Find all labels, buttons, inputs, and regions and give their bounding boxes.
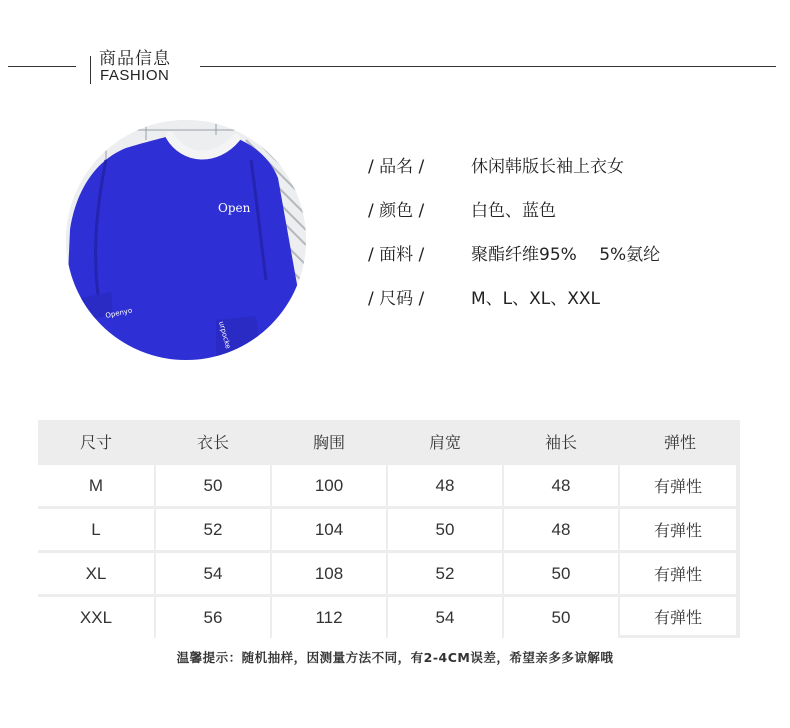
header-rule-right	[200, 66, 776, 67]
info-value: M、L、XL、XXL	[471, 289, 601, 309]
table-cell: M	[38, 465, 154, 506]
info-label: / 颜色 /	[368, 201, 425, 221]
table-cell: 有弹性	[620, 553, 736, 594]
table-header-cell: 衣长	[196, 432, 229, 452]
table-cell: 50	[504, 553, 618, 594]
header-divider-bar	[90, 56, 91, 84]
table-cell: XL	[38, 553, 154, 594]
table-header-cell: 弹性	[663, 432, 696, 452]
table-cell: 112	[272, 597, 386, 638]
table-header-cell: 胸围	[312, 432, 345, 452]
info-label: / 尺码 /	[368, 289, 425, 309]
product-photo	[66, 120, 306, 360]
chest-print: Open	[218, 201, 251, 215]
table-cell: 有弹性	[620, 597, 736, 635]
info-value: 休闲韩版长袖上衣女	[471, 157, 624, 177]
measurement-note: 温馨提示：随机抽样，因测量方法不同，有2-4CM误差，希望亲多多谅解哦	[176, 650, 614, 665]
info-value: 白色、蓝色	[471, 201, 556, 221]
table-cell: 50	[388, 509, 502, 550]
sleeve-print-left: Openyo	[104, 306, 133, 320]
table-cell: L	[38, 509, 154, 550]
section-title: 商品信息	[99, 49, 171, 69]
table-cell: 50	[156, 465, 270, 506]
info-label: / 品名 /	[368, 157, 425, 177]
table-cell: XXL	[38, 597, 154, 638]
table-cell: 104	[272, 509, 386, 550]
table-cell: 100	[272, 465, 386, 506]
table-cell: 52	[156, 509, 270, 550]
table-cell: 有弹性	[620, 465, 736, 506]
table-header-cell: 尺寸	[79, 432, 112, 452]
table-cell: 52	[388, 553, 502, 594]
table-header-cell: 肩宽	[428, 432, 461, 452]
table-cell: 54	[388, 597, 502, 638]
section-subtitle: FASHION	[100, 67, 170, 84]
sleeve-print-right: urpocke	[217, 320, 233, 350]
table-cell: 50	[504, 597, 618, 638]
header-rule-left	[8, 66, 76, 67]
table-cell: 有弹性	[620, 509, 736, 550]
table-cell: 48	[388, 465, 502, 506]
info-value: 聚酯纤维95% 5%氨纶	[471, 245, 661, 265]
table-cell: 48	[504, 509, 618, 550]
table-cell: 48	[504, 465, 618, 506]
table-cell: 54	[156, 553, 270, 594]
size-table	[38, 420, 740, 638]
info-label: / 面料 /	[368, 245, 425, 265]
table-cell: 108	[272, 553, 386, 594]
table-cell: 56	[156, 597, 270, 638]
table-header-cell: 袖长	[544, 432, 577, 452]
